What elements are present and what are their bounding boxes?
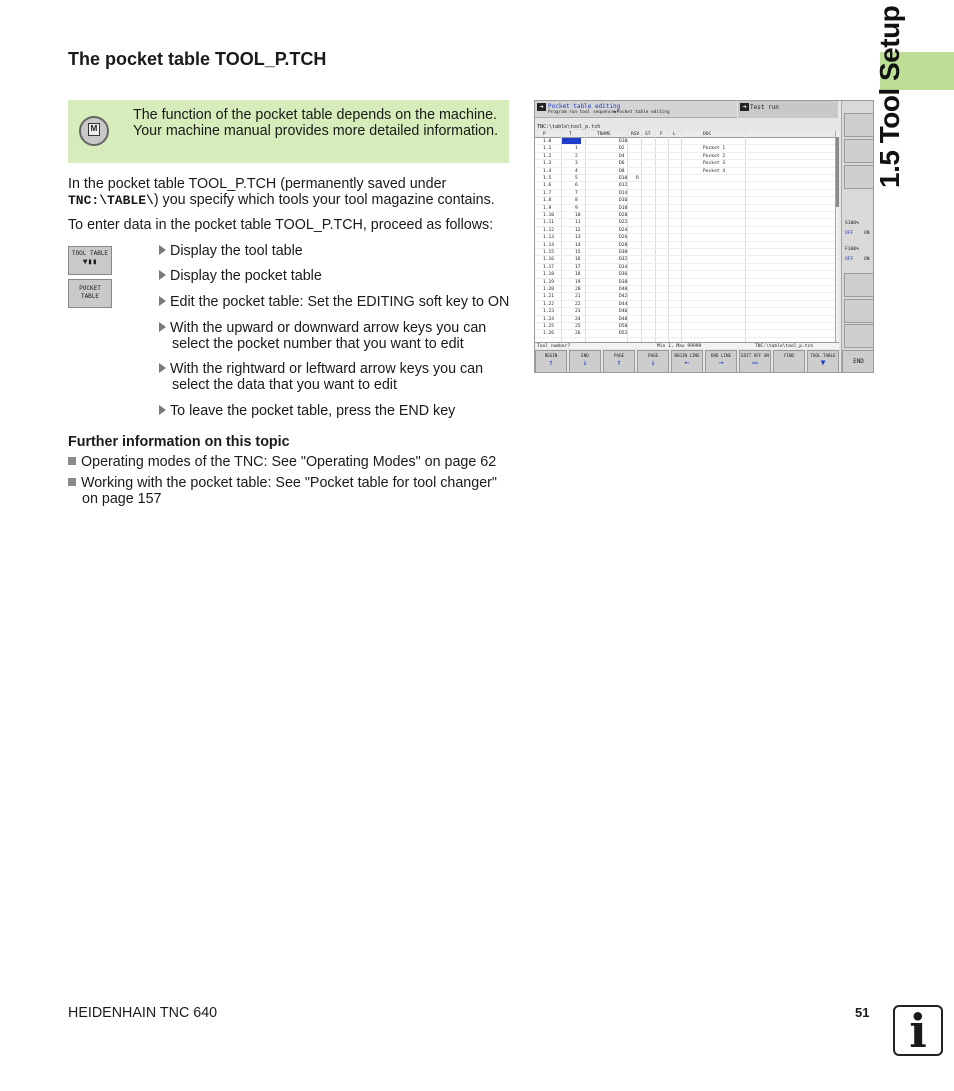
table-row[interactable] [535,234,835,241]
input-prompt: Tool number? [537,344,571,349]
table-cell[interactable]: 1.26 [543,331,555,337]
table-cell[interactable]: 1.20 [543,287,555,292]
table-row[interactable] [535,219,835,226]
table-cell[interactable]: D18 [619,205,628,211]
table-cell[interactable]: R [636,176,639,181]
scroll-thumb[interactable] [836,137,839,207]
intro-text-2: ) you specify which tools your tool magazine contains. [153,192,495,208]
table-cell[interactable]: Pocket 2 [703,153,726,159]
table-cell[interactable]: D52 [619,331,628,337]
table-row[interactable] [535,242,835,249]
table-row[interactable] [535,197,835,204]
softkey-arrow-icon: ↓ [582,358,588,367]
arrow-right-icon [159,363,166,373]
column-header: TNAME [597,132,611,137]
further-info-heading: Further information on this topic [68,434,290,450]
table-row[interactable] [535,293,835,300]
softkey-end-line[interactable] [705,350,737,373]
softkey-arrow-icon: ▼ [820,358,826,367]
table-row[interactable] [535,175,835,182]
softkey-tool-table[interactable] [807,350,839,373]
table-cell[interactable]: 1.5 [543,176,552,181]
softkey-end[interactable] [569,350,601,373]
table-row[interactable] [535,330,835,337]
arrow-right-icon [159,245,166,255]
column-header: RSV [631,132,640,137]
off-label: OFF [845,257,854,262]
step-text-cont: select the data that you want to edit [172,377,397,393]
table-cell[interactable]: 6 [575,183,578,189]
step-item [159,361,514,393]
table-row[interactable] [535,145,835,152]
table-cell[interactable]: 1.4 [543,168,552,174]
note-text: The function of the pocket table depends on the machine. Your machine manual provides more detailed information. [133,107,499,139]
step-text: Display the pocket table [170,268,322,284]
softkey-arrow-icon: → [718,358,724,367]
table-cell[interactable]: D4 [619,153,625,159]
mode-subtitle: Program run tool sequence▶Pocket table editing [548,110,670,115]
table-cell[interactable]: D6 [619,161,625,167]
mode-header [535,101,737,118]
softkey-label: FIND [783,353,795,358]
table-cell[interactable]: Pocket 1 [703,146,726,152]
info-icon: i [893,1005,943,1056]
table-cell[interactable]: 23 [575,309,581,315]
table-cell[interactable]: Pocket 4 [703,168,726,174]
table-cell[interactable]: 1.21 [543,294,555,300]
table-cell[interactable]: 25 [575,324,581,329]
feed-override [844,245,874,269]
softkey-arrow-icon: ↑ [548,358,554,367]
mode-icon: ➜ [537,103,546,111]
arrow-right-icon [159,296,166,306]
table-row[interactable] [535,301,835,308]
override-label: F100% [845,247,859,252]
table-cell[interactable]: 1.23 [543,309,555,315]
mode-icon: ➜ [740,103,749,111]
table-cell[interactable]: D36 [619,272,628,278]
table-cell[interactable]: 1.24 [543,316,555,322]
machine-softkey[interactable] [844,139,874,163]
file-path: TNC:\table\tool_p.tch [537,124,601,130]
table-cell[interactable]: 7 [575,190,578,196]
table-cell[interactable]: D42 [619,294,628,300]
softkey-label: PAGE [647,353,659,358]
table-cell[interactable]: 1.0 [543,139,552,144]
table-cell[interactable]: 1.15 [543,250,555,255]
vertical-softkey-bar [841,101,874,373]
step-text: With the rightward or leftward arrow keys you can [170,361,484,377]
softkey-page[interactable] [603,350,635,373]
table-row[interactable] [535,256,835,263]
table-cell[interactable]: D32 [619,257,628,263]
table-header [535,131,835,138]
softkey-begin[interactable] [535,350,567,373]
pocket-table-softkey [68,279,112,308]
step-text: Display the tool table [170,243,303,259]
end-softkey[interactable]: END [842,350,874,373]
mode-title: Pocket table editing [548,103,621,110]
table-cell[interactable]: 1.7 [543,190,552,196]
table-row[interactable] [535,153,835,160]
table-cell[interactable]: 8 [575,198,578,204]
column-header: DOC [703,132,712,137]
table-cell[interactable]: D8 [619,168,625,174]
second-mode-title: Test run [750,104,779,111]
bullet-icon [68,478,76,486]
softkey-label: POCKET TABLE [79,285,101,300]
softkey-arrow-icon: ↑ [616,358,622,367]
table-cell[interactable]: 1.9 [543,205,552,211]
table-cell[interactable]: D50 [619,324,628,329]
pocket-table [535,131,835,342]
intro-paragraph [68,176,513,209]
footer-title: HEIDENHAIN TNC 640 [68,1005,218,1021]
table-cell[interactable]: 1.16 [543,257,555,263]
table-cell[interactable]: 17 [575,264,581,270]
table-cell[interactable]: 9 [575,205,578,211]
status-line [535,342,839,349]
table-cell[interactable]: 1.11 [543,220,555,226]
table-cell[interactable]: 11 [575,220,581,226]
machine-softkey[interactable] [844,113,874,137]
spindle-override [844,219,874,243]
link-text[interactable]: Operating modes of the TNC: See "Operating Modes" on page 62 [81,454,497,470]
softkey-label: BEGIN LINE [674,353,700,358]
table-row[interactable] [535,212,835,219]
table-cell[interactable]: 15 [575,250,581,255]
table-cell[interactable]: D10 [619,139,628,144]
arrow-right-icon [159,322,166,332]
table-cell[interactable]: D16 [619,198,628,204]
table-cell[interactable]: 19 [575,279,581,285]
table-cell[interactable]: 4 [575,168,578,174]
table-row[interactable] [535,279,835,286]
softkey-label: TOOL TABLE [71,250,108,257]
table-row[interactable] [535,264,835,271]
step-text: With the upward or downward arrow keys you can [170,320,487,336]
table-cell[interactable]: D34 [619,264,628,270]
softkey-arrow-icon: ↓ [650,358,656,367]
tnc-screenshot [534,100,874,373]
softkey-label: BEGIN [544,353,558,358]
table-cell[interactable]: D24 [619,227,628,233]
table-cell[interactable]: 12 [575,227,581,233]
table-cell[interactable]: 2 [575,153,578,159]
softkey-label: EDIT OFF ON [741,353,769,358]
table-cell[interactable]: 16 [575,257,581,263]
table-row[interactable] [535,249,835,256]
table-cell[interactable]: 26 [575,331,581,337]
table-cell[interactable]: 1.10 [543,213,555,218]
table-cell[interactable]: D12 [619,183,628,189]
table-cell[interactable]: Pocket 3 [703,161,726,167]
further-info-item [68,475,513,507]
table-cell[interactable]: 1.13 [543,235,555,241]
softkey-begin-line[interactable] [671,350,703,373]
table-cell[interactable]: 1.17 [543,264,555,270]
column-header: T [569,132,572,137]
machine-softkey[interactable] [844,273,874,297]
status-path: TNC:\table\tool_p.tch [755,344,814,349]
table-row[interactable] [535,227,835,234]
table-cell[interactable]: D14 [619,190,628,196]
table-cell[interactable]: 1.19 [543,279,555,285]
table-cell[interactable]: 1.25 [543,324,555,329]
softkey-page[interactable] [637,350,669,373]
table-cell[interactable]: 21 [575,294,581,300]
step-item [159,403,514,419]
table-cell[interactable]: D46 [619,309,628,315]
step-item [159,294,514,310]
table-cell[interactable]: 1.6 [543,183,552,189]
table-cell[interactable]: D10 [619,176,628,181]
table-cell[interactable]: D22 [619,220,628,226]
column-header: P [543,132,546,137]
on-label: ON [864,231,870,236]
table-row[interactable] [535,182,835,189]
step-item [159,268,514,284]
step-item [159,320,514,352]
table-cell[interactable]: 14 [575,242,581,248]
override-label: S100% [845,221,859,226]
arrow-right-icon [159,270,166,280]
machine-softkey[interactable] [844,324,874,348]
section-side-title: 1.5 Tool Setup [874,5,905,188]
table-row[interactable] [535,316,835,323]
table-cell[interactable]: 22 [575,301,581,307]
tool-table-softkey [68,246,112,275]
table-cell[interactable]: 1.8 [543,198,552,204]
softkey-edit-off-on[interactable] [739,350,771,373]
bullet-icon [68,457,76,465]
table-cell[interactable]: 13 [575,235,581,241]
machine-softkey[interactable] [844,299,874,323]
softkey-arrow-icon: ▭ [752,358,758,367]
column-header: F [660,132,663,137]
table-cell[interactable]: D28 [619,242,628,248]
table-cell[interactable]: 1.22 [543,301,555,307]
procedure-intro: To enter data in the pocket table TOOL_P.TCH, proceed as follows: [68,217,494,233]
softkey-label: PAGE [613,353,625,358]
table-cell[interactable]: D40 [619,287,628,292]
softkey-arrow-icon: ← [684,358,690,367]
off-label: OFF [845,231,854,236]
step-text: Edit the pocket table: Set the EDITING soft key to ON [170,294,510,310]
table-cell[interactable]: D30 [619,250,628,255]
table-row[interactable] [535,323,835,330]
table-cell[interactable]: D44 [619,301,628,307]
table-cell[interactable]: 1.12 [543,227,555,233]
step-text-cont: select the pocket number that you want to edit [172,336,464,352]
step-item [159,243,514,259]
table-row[interactable] [535,308,835,315]
link-text-cont[interactable]: on page 157 [82,491,162,507]
table-cell[interactable]: 1.1 [543,146,552,152]
table-cell[interactable]: 1 [575,146,578,152]
scrollbar[interactable] [835,131,839,342]
table-cell[interactable]: 5 [575,176,578,181]
table-cell[interactable]: 24 [575,316,581,322]
further-info-item [68,454,513,470]
table-row[interactable] [535,205,835,212]
softkey-row [535,350,841,373]
softkey-label: TOOL TABLE [810,353,836,358]
page-heading: The pocket table TOOL_P.TCH [68,49,327,69]
step-text: To leave the pocket table, press the END key [170,403,456,419]
softkey-find[interactable] [773,350,805,373]
page-number: 51 [855,1005,870,1020]
table-cell[interactable]: 10 [575,213,581,218]
table-cell[interactable]: 3 [575,161,578,167]
column-header: L [673,132,676,137]
softkey-label: END [581,353,589,358]
table-cell[interactable]: D2 [619,146,625,152]
machine-manual-icon: M [79,116,109,146]
table-cell[interactable]: 1.2 [543,153,552,159]
on-label: ON [864,257,870,262]
arrow-right-icon [159,405,166,415]
table-cell[interactable]: D20 [619,213,628,218]
table-cell[interactable]: 20 [575,287,581,292]
column-header: ST [645,132,651,137]
intro-text-1: In the pocket table TOOL_P.TCH (permanently saved under [68,176,447,192]
table-cell[interactable]: D38 [619,279,628,285]
table-row[interactable] [535,168,835,175]
table-row[interactable] [535,138,835,145]
input-range: Min 1, Max 99999 [657,344,702,349]
table-cell[interactable]: D26 [619,235,628,241]
softkey-label: END LINE [710,353,732,358]
machine-softkey[interactable] [844,165,874,189]
table-cell[interactable]: 1.3 [543,161,552,167]
link-text[interactable]: Working with the pocket table: See "Pocket table for tool changer" [81,475,497,491]
path-code: TNC:\TABLE\ [68,193,154,208]
table-row[interactable] [535,271,835,278]
table-cell[interactable]: 1.14 [543,242,555,248]
table-cell[interactable]: 18 [575,272,581,278]
tool-icon: ▼▮▮ [82,258,98,267]
table-row[interactable] [535,286,835,293]
table-row[interactable] [535,190,835,197]
table-row[interactable] [535,160,835,167]
table-cell[interactable]: D48 [619,316,628,322]
table-cell[interactable]: 1.18 [543,272,555,278]
